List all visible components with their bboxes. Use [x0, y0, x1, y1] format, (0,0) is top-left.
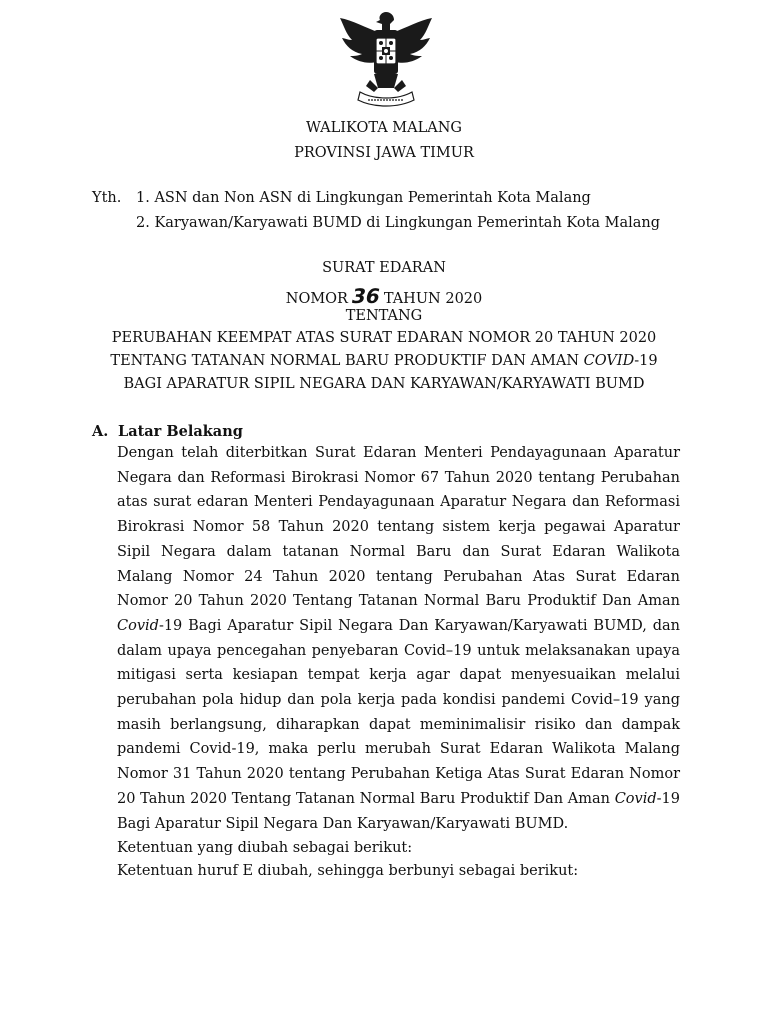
subject-line: TENTANG TATANAN NORMAL BARU PRODUKTIF DAN AMAN COVID-19	[110, 353, 658, 369]
subject-line: BAGI APARATUR SIPIL NEGARA DAN KARYAWAN/KARYAWATI BUMD	[123, 376, 645, 392]
tentang-heading: TENTANG	[345, 308, 423, 324]
recipient-item: 1. ASN dan Non ASN di Lingkungan Pemerintah Kota Malang	[136, 190, 591, 206]
covid-italic: Covid	[117, 617, 159, 634]
issuer-title: WALIKOTA MALANG	[306, 120, 462, 136]
recipient-item: 2. Karyawan/Karyawati BUMD di Lingkungan Pemerintah Kota Malang	[136, 215, 661, 231]
section-title-text: Latar Belakang	[118, 423, 243, 440]
nomor-handwritten-value: 36	[349, 284, 383, 308]
changes-intro: Ketentuan yang diubah sebagai berikut:	[117, 840, 413, 856]
section-letter: A.	[92, 423, 109, 440]
huruf-e-intro: Ketentuan huruf E diubah, sehingga berbunyi sebagai berikut:	[117, 863, 579, 879]
covid-italic: COVID	[583, 353, 635, 369]
nomor-prefix: NOMOR	[285, 291, 348, 307]
garuda-emblem-icon	[330, 8, 442, 108]
subject-line: PERUBAHAN KEEMPAT ATAS SURAT EDARAN NOMOR 20 TAHUN 2020	[111, 330, 657, 346]
recipient-label: Yth.	[92, 190, 122, 206]
section-heading	[92, 423, 243, 440]
nomor-suffix: TAHUN 2020	[383, 291, 483, 307]
document-number	[0, 284, 768, 308]
covid-italic: Covid	[614, 790, 657, 807]
background-paragraph: Dengan telah diterbitkan Surat Edaran Menteri Pendayagunaan Aparatur Negara dan Reformasi Birokrasi Nomor 67 Tahun 2020 tentang Perubahan atas surat edaran Menteri Pendayagunaan Aparatur Negara dan Reformasi Birokrasi Nomor 58 Tahun 2020 tentang sistem kerja pegawai Aparatur Sipil Negara dalam tatanan Normal Baru dan Surat Edaran Walikota Malang Nomor 24 Tahun 2020 tentang Perubahan Atas Surat Edaran Nomor 20 Tahun 2020 Tentang Tatanan Normal Baru Produktif Dan Aman Covid-19 Bagi Aparatur Sipil Negara Dan Karyawan/Karyawati BUMD, dan dalam upaya pencegahan penyebaran Covid–19 untuk melaksanakan upaya mitigasi serta kesiapan tempat kerja agar dapat menyesuaikan melalui perubahan pola hidup dan pola kerja pada kondisi pandemi Covid–19 yang masih berlangsung, diharapkan dapat meminimalisir risiko dan dampak pandemi Covid-19, maka perlu merubah Surat Edaran Walikota Malang Nomor 31 Tahun 2020 tentang Perubahan Ketiga Atas Surat Edaran Nomor 20 Tahun 2020 Tentang Tatanan Normal Baru Produktif Dan Aman Covid-19 Bagi Aparatur Sipil Negara Dan Karyawan/Karyawati BUMD.	[117, 445, 680, 832]
issuer-province: PROVINSI JAWA TIMUR	[294, 145, 474, 161]
document-type: SURAT EDARAN	[322, 260, 446, 276]
